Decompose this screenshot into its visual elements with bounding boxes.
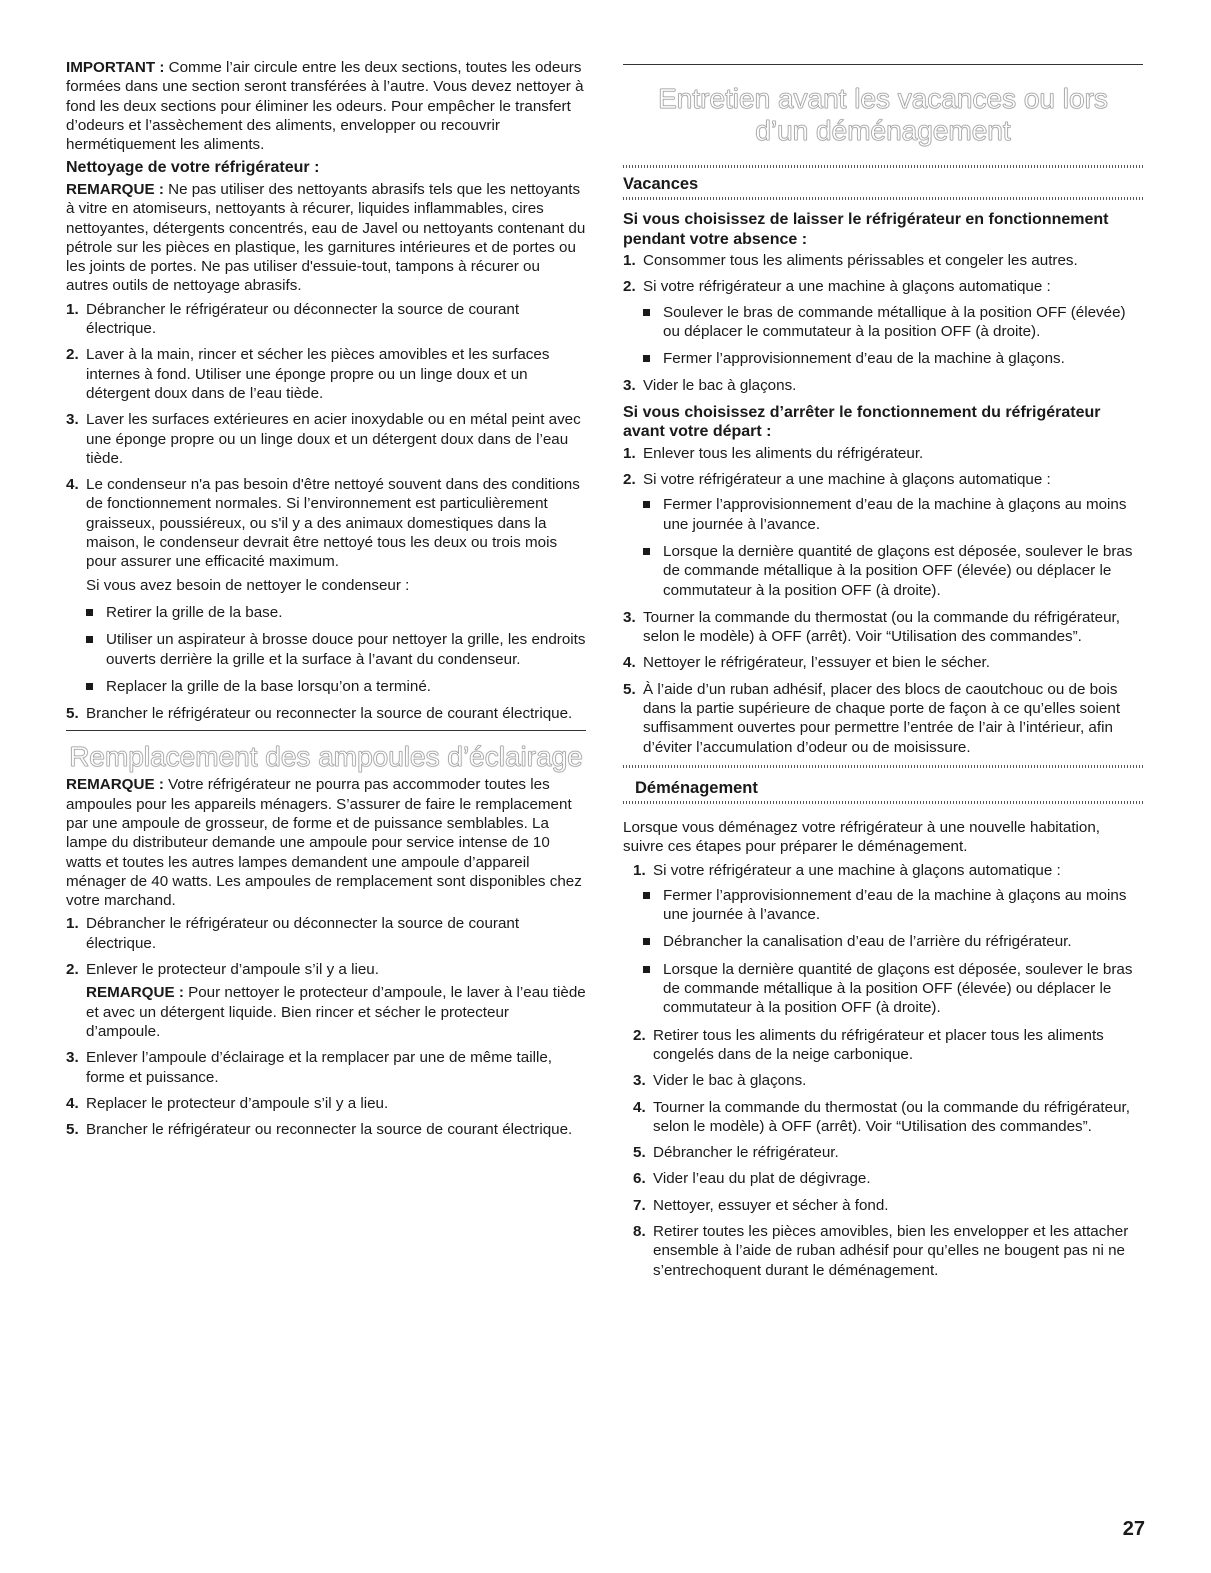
- bulbs-note: REMARQUE : Votre réfrigérateur ne pourra pas accommoder toutes les ampoules pour les appareils ménagers. S’assurer de faire le remplacement par une ampoule de grosseur, de forme et de puissance semblables. La lampe du distributeur demande une ampoule pour service intense de 10 watts et toutes les autres lampes demandent une ampoule d’appareil ménager de 40 watts. Les ampoules de remplacement sont disponibles chez votre marchand.: [66, 776, 582, 910]
- vacation-off-step: 4. Nettoyer le réfrigérateur, l’essuyer et bien le sécher.: [623, 654, 990, 672]
- list-item: Lorsque la dernière quantité de glaçons est déposée, soulever le bras de commande métallique à la position OFF (élevée) ou déplacer le commutateur à la position OFF (à droite).: [623, 542, 1143, 600]
- vacation-off-step: 1. Enlever tous les aliments du réfrigérateur.: [623, 444, 924, 462]
- moving-step: 2. Retirer tous les aliments du réfrigérateur et placer tous les aliments congelés dans de la neige carbonique.: [633, 1026, 1104, 1063]
- vacation-off-bullets: [623, 495, 1143, 599]
- bulbs-step: 4. Replacer le protecteur d’ampoule s’il y a lieu.: [66, 1094, 389, 1112]
- cleaning-step: 4. Le condenseur n'a pas besoin d'être nettoyé souvent dans des conditions de fonctionnement normales. Si l’environnement est particulièrement graisseux, poussiéreux, ou s'il y a des animaux domestiques dans la maison, le condenseur devrait être nettoyé tous les deux ou trois mois pour assurer une efficacité maximum. Si vous avez besoin de nettoyer le condenseur : Retirer la grille de la base. Utiliser un aspirateur à brosse douce pour nettoyer la grille, les endroits ouverts derrière la grille et la surface à l’avant du condenseur. Replacer la grille de la base lorsqu’on a terminé.: [66, 476, 586, 695]
- vacances-heading: Vacances: [623, 175, 699, 193]
- moving-bullets: [623, 886, 1143, 1018]
- moving-step: 6. Vider l’eau du plat de dégivrage.: [633, 1170, 871, 1188]
- cleaning-step: 5. Brancher le réfrigérateur ou reconnecter la source de courant électrique.: [66, 705, 573, 723]
- condenser-intro: Si vous avez besoin de nettoyer le condenseur :: [86, 576, 410, 594]
- vacation-off-steps: [623, 444, 1143, 757]
- moving-step: 4. Tourner la commande du thermostat (ou la commande du réfrigérateur, selon le modèle) à OFF (arrêt). Voir “Utilisation des commandes”.: [633, 1098, 1130, 1135]
- section-rule: [623, 64, 1143, 65]
- bulb-cover-note: REMARQUE : Pour nettoyer le protecteur d’ampoule, le laver à l’eau tiède et avec un détergent liquide. Bien rincer et sécher le protecteur d’ampoule.: [86, 984, 586, 1040]
- list-item: Replacer la grille de la base lorsqu’on a terminé.: [66, 677, 586, 696]
- bulbs-section-title: Remplacement des ampoules d’éclairage: [69, 741, 583, 773]
- vacation-on-step: 3. Vider le bac à glaçons.: [623, 377, 797, 395]
- moving-step: 8. Retirer toutes les pièces amovibles, bien les envelopper et les attacher ensemble à l’aide de ruban adhésif pour qu’elles ne bougent pas ni ne s’entrechoquent durant le déménagement.: [633, 1222, 1129, 1279]
- vacation-on-heading: Si vous choisissez de laisser le réfrigérateur en fonctionnement pendant votre absence :: [623, 211, 1109, 248]
- moving-heading: Déménagement: [635, 778, 758, 797]
- moving-step: 7. Nettoyer, essuyer et sécher à fond.: [633, 1196, 889, 1214]
- moving-intro: Lorsque vous déménagez votre réfrigérateur à une nouvelle habitation, suivre ces étapes pour préparer le déménagement.: [623, 818, 1101, 856]
- bulbs-step: 3. Enlever l’ampoule d’éclairage et la remplacer par une de même taille, forme et puissance.: [66, 1049, 552, 1086]
- list-item: Fermer l’approvisionnement d’eau de la machine à glaçons au moins une journée à l’avance.: [623, 886, 1143, 925]
- vacation-on-steps: [623, 251, 1143, 396]
- vacation-section-title-line2: d’un déménagement: [755, 115, 1011, 146]
- vacation-off-step: 3. Tourner la commande du thermostat (ou la commande du réfrigérateur, selon le modèle) à OFF (arrêt). Voir “Utilisation des commandes”.: [623, 608, 1120, 646]
- cleaning-steps: [66, 300, 586, 724]
- bulbs-steps: [66, 914, 586, 1139]
- left-column: [66, 58, 586, 1146]
- list-item: Soulever le bras de commande métallique à la position OFF (élevée) ou déplacer le commutateur à la position OFF (à droite).: [623, 303, 1143, 342]
- right-column: [623, 64, 1143, 1287]
- list-item: Lorsque la dernière quantité de glaçons est déposée, soulever le bras de commande métallique à la position OFF (élevée) ou déplacer le commutateur à la position OFF (à droite).: [623, 960, 1143, 1018]
- dotted-rule: [623, 197, 1143, 200]
- vacation-on-step: 2. Si votre réfrigérateur a une machine à glaçons automatique : Soulever le bras de commande métallique à la position OFF (élevée) ou déplacer le commutateur à la position OFF (à droite). Fermer l’approvisionnement d’eau de la machine à glaçons.: [623, 277, 1143, 368]
- condenser-bullets: [66, 603, 586, 696]
- vacation-off-step: 2. Si votre réfrigérateur a une machine à glaçons automatique : Fermer l’approvisionnement d’eau de la machine à glaçons au moins une journée à l’avance. Lorsque la dernière quantité de glaçons est déposée, soulever le bras de commande métallique à la position OFF (élevée) ou déplacer le commutateur à la position OFF (à droite).: [623, 470, 1143, 600]
- list-item: Fermer l’approvisionnement d’eau de la machine à glaçons au moins une journée à l’avance.: [623, 495, 1143, 534]
- cleaning-step: 1. Débrancher le réfrigérateur ou déconnecter la source de courant électrique.: [66, 300, 520, 338]
- list-item: Fermer l’approvisionnement d’eau de la machine à glaçons.: [623, 349, 1143, 368]
- vacation-off-heading: Si vous choisissez d’arrêter le fonctionnement du réfrigérateur avant votre départ :: [623, 403, 1101, 441]
- list-item: Utiliser un aspirateur à brosse douce pour nettoyer la grille, les endroits ouverts derrière la grille et la surface à l’avant du condenseur.: [66, 630, 586, 669]
- moving-step: 1. Si votre réfrigérateur a une machine à glaçons automatique : Fermer l’approvisionnement d’eau de la machine à glaçons au moins une journée à l’avance. Débrancher la canalisation d’eau de l’arrière du réfrigérateur. Lorsque la dernière quantité de glaçons est déposée, soulever le bras de commande métallique à la position OFF (élevée) ou déplacer le commutateur à la position OFF (à droite).: [633, 861, 1143, 1018]
- vacation-on-step: 1. Consommer tous les aliments périssables et congeler les autres.: [623, 252, 1078, 269]
- vacation-on-bullets: [623, 303, 1143, 369]
- page-number: 27: [1122, 1518, 1145, 1540]
- vacation-off-step: 5. À l’aide d’un ruban adhésif, placer des blocs de caoutchouc ou de bois dans la partie supérieure de chaque porte de façon à ce qu’elles soient suffisamment ouvertes pour permettre l’entrée de l’air à l’intérieur, afin d’éviter l’accumulation d’odeur ou de moisissure.: [623, 680, 1121, 756]
- list-item: Retirer la grille de la base.: [66, 603, 586, 622]
- section-rule: [66, 730, 586, 731]
- bulbs-step: 5. Brancher le réfrigérateur ou reconnecter la source de courant électrique.: [66, 1121, 573, 1139]
- cleaning-step: 2. Laver à la main, rincer et sécher les pièces amovibles et les surfaces internes à fond. Utiliser une éponge propre ou un linge doux et un détergent doux dans de l’eau tiède.: [66, 346, 550, 402]
- bulbs-step: 1. Débrancher le réfrigérateur ou déconnecter la source de courant électrique.: [66, 915, 520, 952]
- moving-steps: [633, 861, 1143, 1280]
- cleaning-step: 3. Laver les surfaces extérieures en acier inoxydable ou en métal peint avec une éponge propre ou un linge doux et un détergent doux dans de l’eau tiède.: [66, 411, 581, 467]
- cleaning-heading: Nettoyage de votre réfrigérateur :: [66, 159, 320, 177]
- dotted-rule: [623, 165, 1143, 168]
- vacation-section-title-line1: Entretien avant les vacances ou lors: [658, 83, 1108, 114]
- moving-step: 5. Débrancher le réfrigérateur.: [633, 1144, 839, 1162]
- dotted-rule: [623, 801, 1143, 804]
- cleaning-note: REMARQUE : Ne pas utiliser des nettoyants abrasifs tels que les nettoyants à vitre en atomiseurs, nettoyants à récurer, liquides inflammables, cires nettoyantes, détergents concentrés, eau de Javel ou nettoyants contenant du pétrole sur les pièces en plastique, les garnitures intérieures et de portes ou les joints de portes. Ne pas utiliser d'essuie-tout, tampons à récurer ou autres outils de nettoyage abrasifs.: [66, 180, 586, 295]
- important-note: IMPORTANT : Comme l’air circule entre les deux sections, toutes les odeurs formées dans une section seront transférées à l’autre. Vous devez nettoyer à fond les deux sections pour éliminer les odeurs. Pour empêcher le transfert d’odeurs et l’assèchement des aliments, envelopper ou recouvrir hermétiquement les aliments.: [66, 59, 584, 154]
- moving-step: 3. Vider le bac à glaçons.: [633, 1072, 807, 1090]
- dotted-rule: [623, 765, 1143, 768]
- bulbs-step: 2. Enlever le protecteur d’ampoule s’il y a lieu. REMARQUE : Pour nettoyer le protecteur d’ampoule, le laver à l’eau tiède et avec un détergent liquide. Bien rincer et sécher le protecteur d’ampoule.: [66, 961, 586, 1040]
- list-item: Débrancher la canalisation d’eau de l’arrière du réfrigérateur.: [623, 932, 1143, 951]
